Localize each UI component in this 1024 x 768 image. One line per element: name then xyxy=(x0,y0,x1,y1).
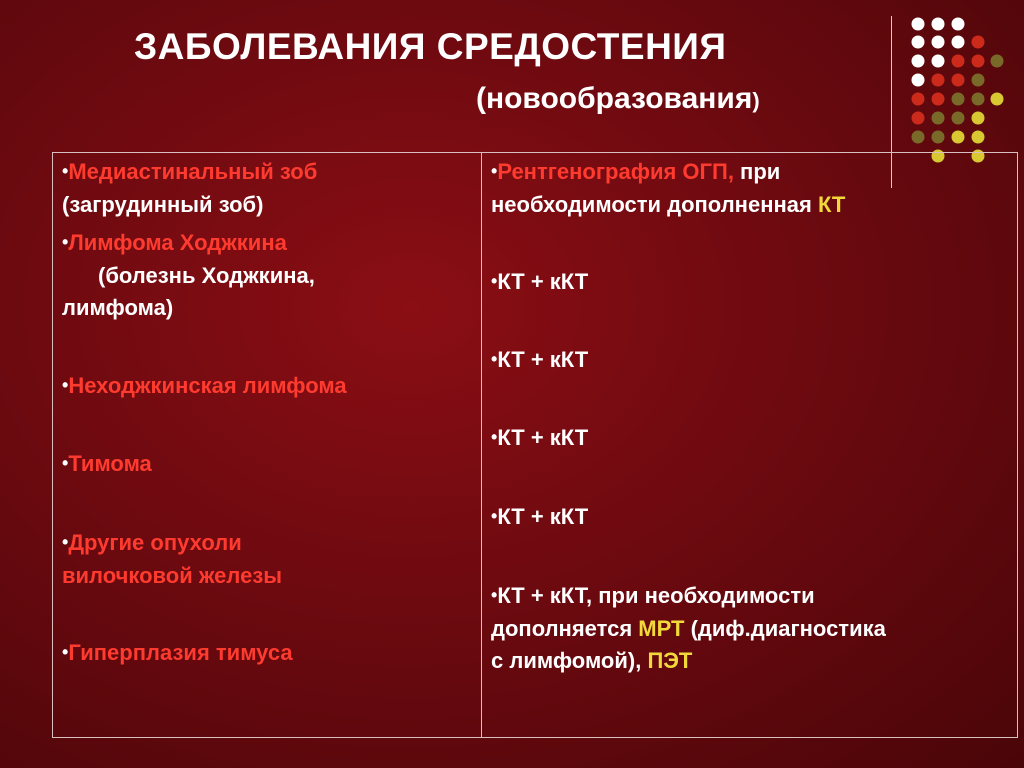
right-row-1-red: Рентгенография ОГП, xyxy=(497,159,734,184)
left-item-4 xyxy=(62,448,152,481)
decor-dot xyxy=(952,18,965,31)
right-row-4 xyxy=(491,422,588,455)
decor-dot xyxy=(952,112,965,125)
left-item-2-note-1: (болезнь Ходжкина, xyxy=(98,263,315,288)
bullet: • xyxy=(62,642,69,662)
decor-dot xyxy=(932,112,945,125)
decor-dot xyxy=(952,93,965,106)
bullet: • xyxy=(491,427,498,447)
left-item-2-note-2: лимфома) xyxy=(62,295,174,320)
decor-dot xyxy=(952,131,965,144)
decor-dot xyxy=(952,36,965,49)
right-row-5-text: КТ + кКТ xyxy=(497,504,589,529)
decor-dot xyxy=(952,74,965,87)
left-item-4-label: Тимома xyxy=(68,451,152,476)
decor-dot xyxy=(991,93,1004,106)
left-item-5-label-2: вилочковой железы xyxy=(62,563,283,588)
right-row-6-lead: КТ + кКТ, xyxy=(497,583,593,608)
left-item-5-label-1: Другие опухоли xyxy=(68,530,242,555)
left-item-3-label: Неходжкинская лимфома xyxy=(68,373,347,398)
decor-dot xyxy=(932,93,945,106)
left-item-6-label: Гиперплазия тимуса xyxy=(68,640,293,665)
right-row-1-line2: необходимости дополненная xyxy=(491,192,818,217)
decor-dot xyxy=(972,36,985,49)
decor-dot xyxy=(932,74,945,87)
decor-dot xyxy=(972,131,985,144)
right-row-6-pet: ПЭТ xyxy=(647,648,693,673)
subtitle-close: ) xyxy=(752,88,760,113)
right-row-2-text: КТ + кКТ xyxy=(497,269,589,294)
right-row-4-text: КТ + кКТ xyxy=(497,425,589,450)
decor-dot xyxy=(932,36,945,49)
bullet: • xyxy=(491,271,498,291)
left-item-3 xyxy=(62,370,347,403)
decor-dot xyxy=(972,93,985,106)
decor-dot xyxy=(912,93,925,106)
right-row-5 xyxy=(491,501,588,534)
decor-dot xyxy=(932,55,945,68)
bullet: • xyxy=(62,161,69,181)
right-row-6-line3: с лимфомой), xyxy=(491,648,648,673)
decor-dot xyxy=(932,131,945,144)
column-separator xyxy=(481,152,482,738)
bullet: • xyxy=(491,506,498,526)
decor-dot xyxy=(972,74,985,87)
decor-dot xyxy=(912,131,925,144)
decor-dot xyxy=(991,55,1004,68)
slide-subtitle xyxy=(476,82,760,116)
decor-dot xyxy=(912,36,925,49)
right-row-3-text: КТ + кКТ xyxy=(497,347,589,372)
right-row-6-mrt: МРТ xyxy=(638,616,685,641)
decor-dot xyxy=(912,112,925,125)
decor-dot xyxy=(972,55,985,68)
right-row-3 xyxy=(491,344,588,377)
decor-dot xyxy=(912,74,925,87)
decor-dot xyxy=(932,18,945,31)
bullet: • xyxy=(62,232,69,252)
bullet: • xyxy=(491,585,498,605)
left-item-6 xyxy=(62,637,293,670)
bullet: • xyxy=(491,349,498,369)
right-row-6 xyxy=(491,580,886,677)
decor-dot xyxy=(912,18,925,31)
right-row-2 xyxy=(491,266,588,299)
slide-title: ЗАБОЛЕВАНИЯ СРЕДОСТЕНИЯ xyxy=(134,26,727,67)
left-item-2 xyxy=(62,227,315,324)
right-row-1-yellow: КТ xyxy=(817,192,846,217)
decor-dot xyxy=(972,112,985,125)
left-item-2-label: Лимфома Ходжкина xyxy=(68,230,287,255)
bullet: • xyxy=(62,532,69,552)
right-row-1-white: при xyxy=(733,159,781,184)
decor-dot xyxy=(952,55,965,68)
left-item-5 xyxy=(62,527,282,592)
subtitle-text: (новообразования xyxy=(476,82,753,115)
right-row-6-line2a: дополняется xyxy=(491,616,639,641)
bullet: • xyxy=(491,161,498,181)
bullet: • xyxy=(62,375,69,395)
bullet: • xyxy=(62,453,69,473)
left-item-1-label: Медиастинальный зоб xyxy=(68,159,318,184)
decor-dot xyxy=(912,55,925,68)
right-row-6-white: при необходимости xyxy=(592,583,815,608)
right-row-6-line2b: (диф.диагностика xyxy=(684,616,886,641)
left-item-1-note: (загрудинный зоб) xyxy=(62,192,264,217)
right-row-1 xyxy=(491,156,845,221)
left-item-1 xyxy=(62,156,317,221)
